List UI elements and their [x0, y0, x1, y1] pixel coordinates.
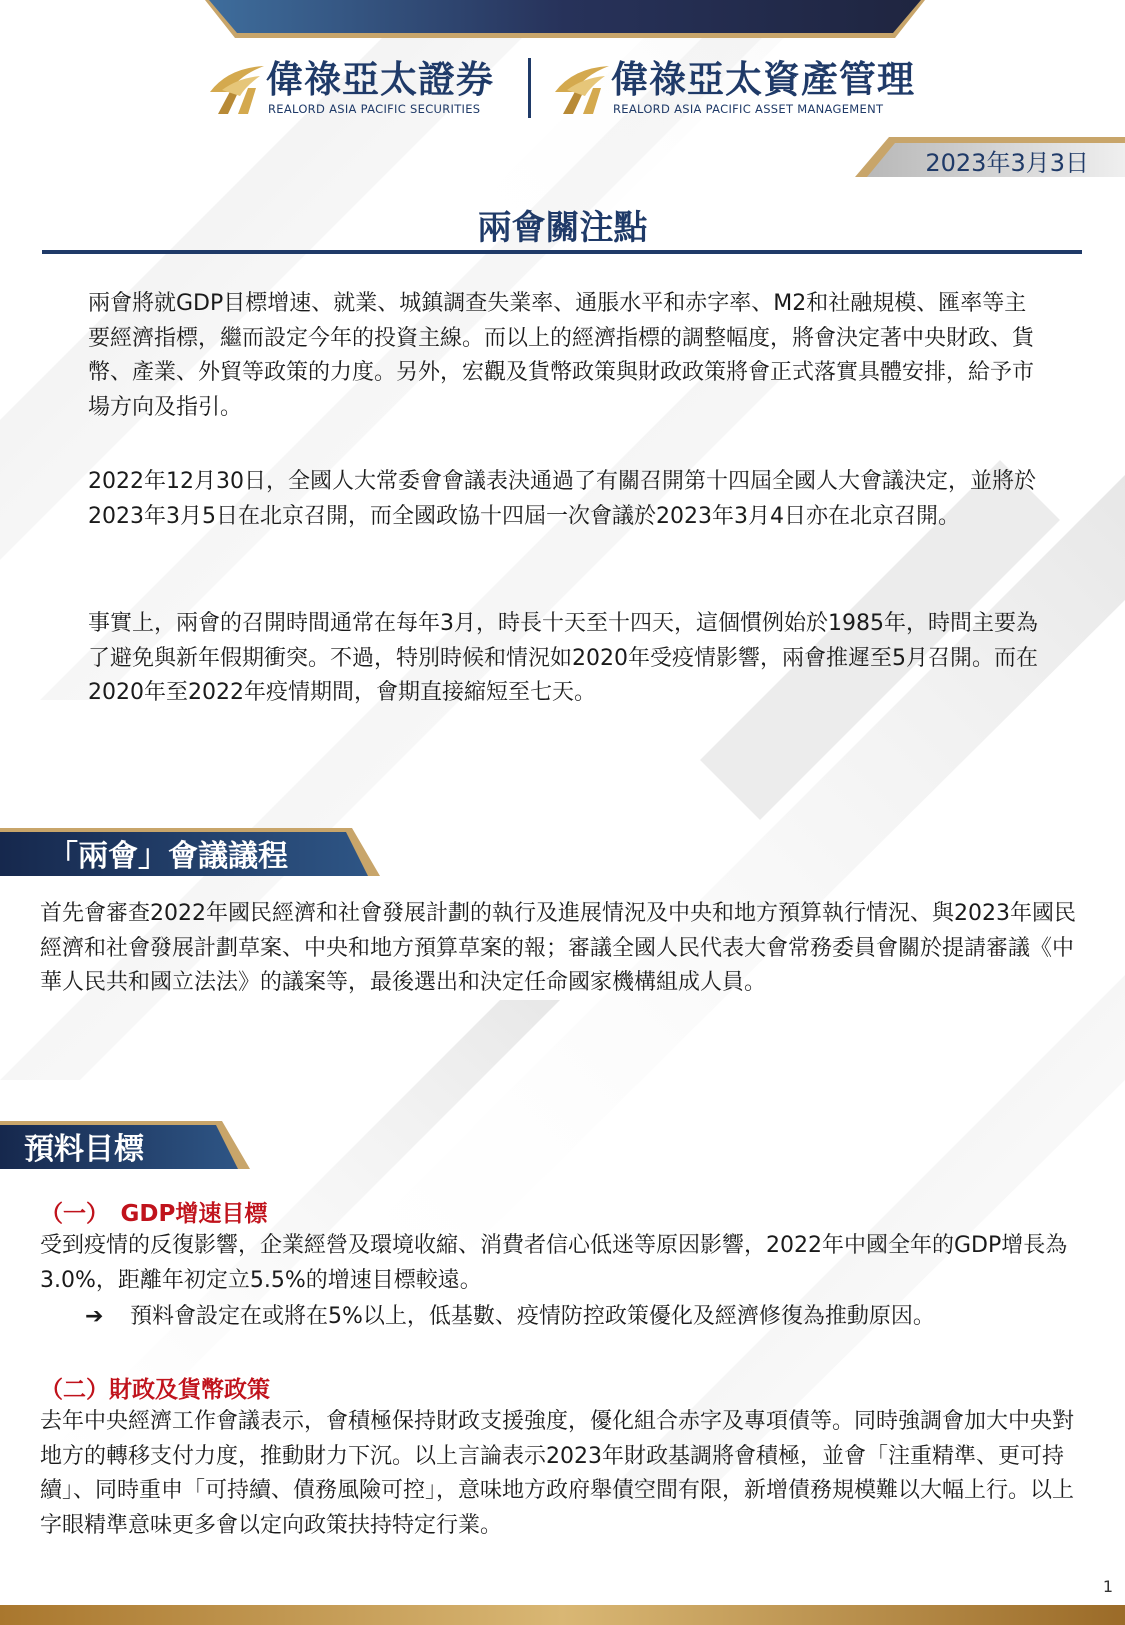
agenda-paragraph: 首先會審查2022年國民經濟和社會發展計劃的執行及進展情況及中央和地方預算執行情況、與2023年國民經濟和社會發展計劃草案、中央和地方預算草案的報；審議全國人民代表大會常務委員會關於提請審議《中華人民共和國立法法》的議案等，最後選出和決定任命國家機構組成人員。	[40, 901, 1076, 995]
arrow-right-icon: ➔	[85, 1304, 104, 1329]
subheading-gdp-target: （一） GDP增速目標	[40, 1201, 268, 1227]
securities-logo-cn: 偉祿亞太證券	[266, 58, 494, 101]
header-top-banner	[205, 0, 925, 40]
gdp-paragraph: 受到疫情的反復影響，企業經營及環境收縮、消費者信心低迷等原因影響，2022年中國全年的GDP增長為3.0%，距離年初定立5.5%的增速目標較遠。	[40, 1233, 1068, 1293]
asset-management-logo-cn: 偉祿亞太資產管理	[611, 58, 915, 101]
page-number: 1	[1102, 1577, 1113, 1596]
subheading-fiscal-monetary: （二）財政及貨幣政策	[40, 1377, 270, 1403]
date-tab	[855, 137, 1125, 177]
section-banner-targets	[0, 1121, 250, 1169]
section-heading-targets: 預料目標	[24, 1132, 144, 1167]
intro-paragraph-2: 2022年12月30日，全國人大常委會會議表決通過了有關召開第十四屆全國人大會議決定，並將於2023年3月5日在北京召開，而全國政協十四屆一次會議於2023年3月4日亦在北京召開。	[88, 469, 1036, 529]
phoenix-logo-icon	[553, 62, 611, 116]
intro-paragraph-3: 事實上，兩會的召開時間通常在每年3月，時長十天至十四天，這個慣例始於1985年，時間主要為了避免與新年假期衝突。不過，特別時候和情況如2020年受疫情影響，兩會推遲至5月召開。而在2020年至2022年疫情期間，會期直接縮短至七天。	[88, 611, 1038, 705]
header-logos	[0, 58, 1125, 120]
section-banner-agenda	[0, 828, 380, 876]
footer-bar	[0, 1605, 1125, 1625]
section-heading-agenda: 「兩會」會議議程	[48, 839, 288, 874]
fiscal-paragraph: 去年中央經濟工作會議表示，會積極保持財政支援強度，優化組合赤字及專項債等。同時強調會加大中央對地方的轉移支付力度，推動財力下沉。以上言論表示2023年財政基調將會積極，並會「注重精準、更可持續」、同時重申「可持續、債務風險可控」，意味地方政府舉債空間有限，新增債務規模難以大幅上行。以上字眼精準意味更多會以定向政策扶持特定行業。	[40, 1409, 1075, 1538]
phoenix-logo-icon	[208, 62, 266, 116]
securities-logo-en: REALORD ASIA PACIFIC SECURITIES	[268, 102, 481, 116]
logo-divider	[528, 58, 531, 118]
report-date: 2023年3月3日	[925, 149, 1089, 177]
asset-management-logo-en: REALORD ASIA PACIFIC ASSET MANAGEMENT	[613, 102, 884, 116]
gdp-bullet	[85, 1300, 935, 1334]
gdp-bullet-text: 預料會設定在或將在5%以上，低基數、疫情防控政策優化及經濟修復為推動原因。	[130, 1304, 935, 1329]
title-underline	[42, 250, 1082, 254]
intro-paragraph-1: 兩會將就GDP目標增速、就業、城鎮調查失業率、通脹水平和赤字率、M2和社融規模、匯率等主要經濟指標，繼而設定今年的投資主線。而以上的經濟指標的調整幅度，將會決定著中央財政、貨幣、產業、外貿等政策的力度。另外，宏觀及貨幣政策與財政政策將會正式落實具體安排，給予市場方向及指引。	[88, 291, 1035, 420]
page-title: 兩會關注點	[477, 208, 648, 248]
